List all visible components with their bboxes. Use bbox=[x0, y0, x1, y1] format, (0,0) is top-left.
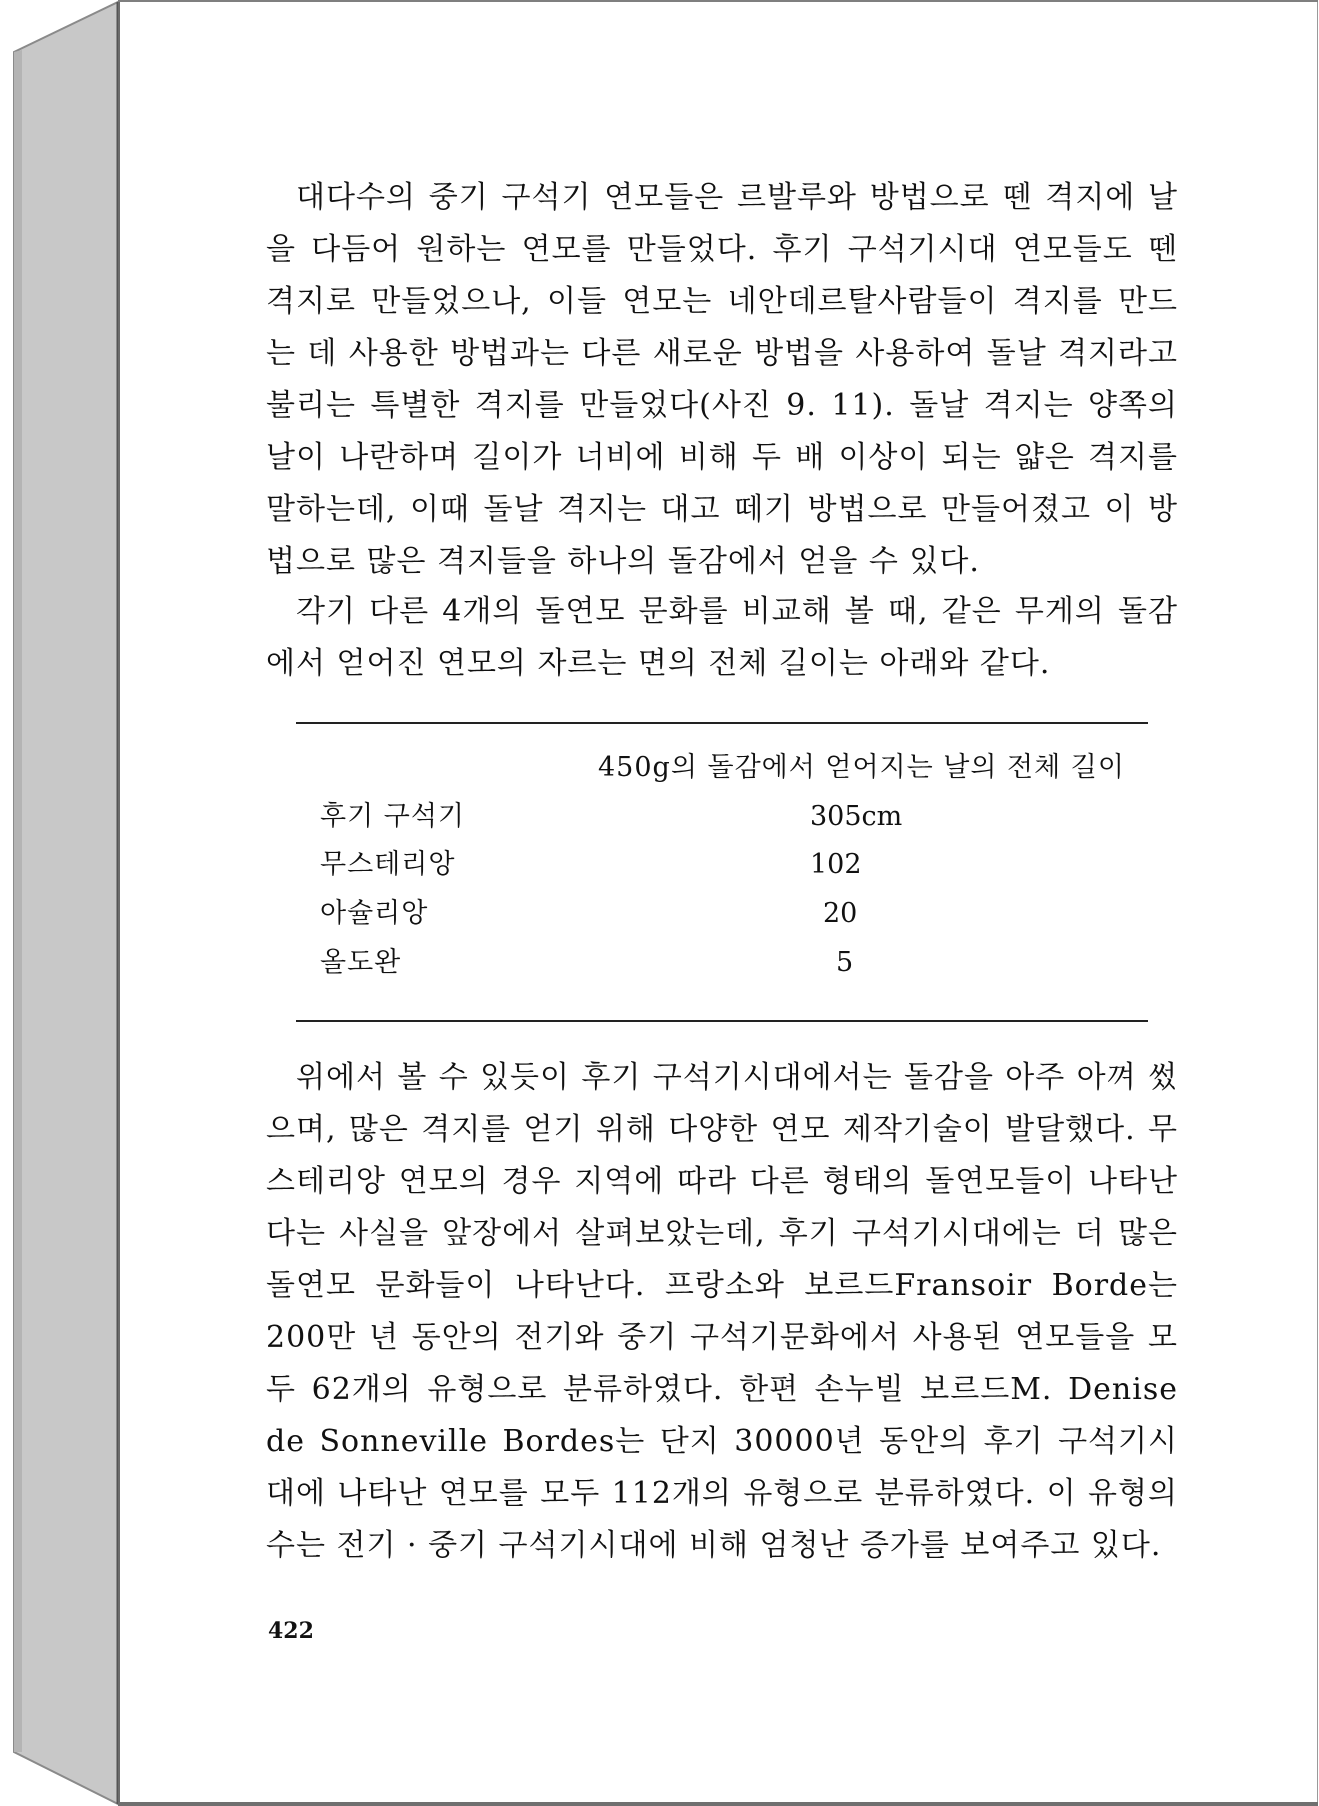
table-row bbox=[320, 842, 1020, 888]
table-row-label: 무스테리앙 bbox=[320, 849, 456, 880]
table-row-label: 후기 구석기 bbox=[320, 801, 465, 832]
table-bottom-rule bbox=[296, 1020, 1148, 1022]
paragraph-3: 위에서 볼 수 있듯이 후기 구석기시대에서는 돌감을 아주 아껴 썼으며, 많은 격지를 얻기 위해 다양한 연모 제작기술이 발달했다. 무스테리앙 연모의 경우 지역에 따라 다른 형태의 돌연모들이 나타난다는 사실을 앞장에서 살펴보았는데, 후기 구석기시대에는 더 많은 돌연모 문화들이 나타난다. 프랑소와 보르드Fransoir Borde는 200만 년 동안의 전기와 중기 구석기문화에서 사용된 연모들을 모두 62개의 유형으로 분류하였다. 한편 손누빌 보르드M. Denise de Sonneville Bordes는 단지 30000년 동안의 후기 구석기시대에 나타난 연모를 모두 112개의 유형으로 분류하였다. 이 유형의 수는 전기 · 중기 구석기시대에 비해 엄청난 증가를 보여주고 있다. bbox=[266, 1060, 1178, 1563]
table-row-label: 아슐리앙 bbox=[320, 898, 429, 929]
spine-shadow bbox=[14, 50, 22, 1752]
page-bottom-edge bbox=[118, 1802, 1318, 1806]
page-number: 422 bbox=[268, 1618, 314, 1644]
table-header: 450g의 돌감에서 얻어지는 날의 전체 길이 bbox=[598, 752, 1125, 783]
table-row bbox=[320, 891, 1020, 937]
table-row-label: 올도완 bbox=[320, 947, 402, 978]
table-row-value: 5 bbox=[836, 947, 854, 978]
book-spine bbox=[0, 0, 130, 1806]
table-row-value: 305cm bbox=[810, 801, 903, 832]
paragraph-1: 대다수의 중기 구석기 연모들은 르발루와 방법으로 뗀 격지에 날을 다듬어 원하는 연모를 만들었다. 후기 구석기시대 연모들도 뗀 격지로 만들었으나, 이들 연모는 네안데르탈사람들이 격지를 만드는 데 사용한 방법과는 다른 새로운 방법을 사용하여 돌날 격지라고 불리는 특별한 격지를 만들었다(사진 9. 11). 돌날 격지는 양쪽의 날이 나란하며 길이가 너비에 비해 두 배 이상이 되는 얇은 격지를 말하는데, 이때 돌날 격지는 대고 떼기 방법으로 만들어졌고 이 방법으로 많은 격지들을 하나의 돌감에서 얻을 수 있다. bbox=[266, 180, 1178, 579]
paragraph-2: 각기 다른 4개의 돌연모 문화를 비교해 볼 때, 같은 무게의 돌감에서 얻어진 연모의 자르는 면의 전체 길이는 아래와 같다. bbox=[266, 594, 1178, 681]
table-row-value: 20 bbox=[823, 898, 858, 929]
table-row bbox=[320, 794, 1020, 840]
table-row-value: 102 bbox=[810, 849, 862, 880]
table-row bbox=[320, 940, 1020, 986]
spine-face bbox=[14, 2, 118, 1804]
table-top-rule bbox=[296, 722, 1148, 724]
